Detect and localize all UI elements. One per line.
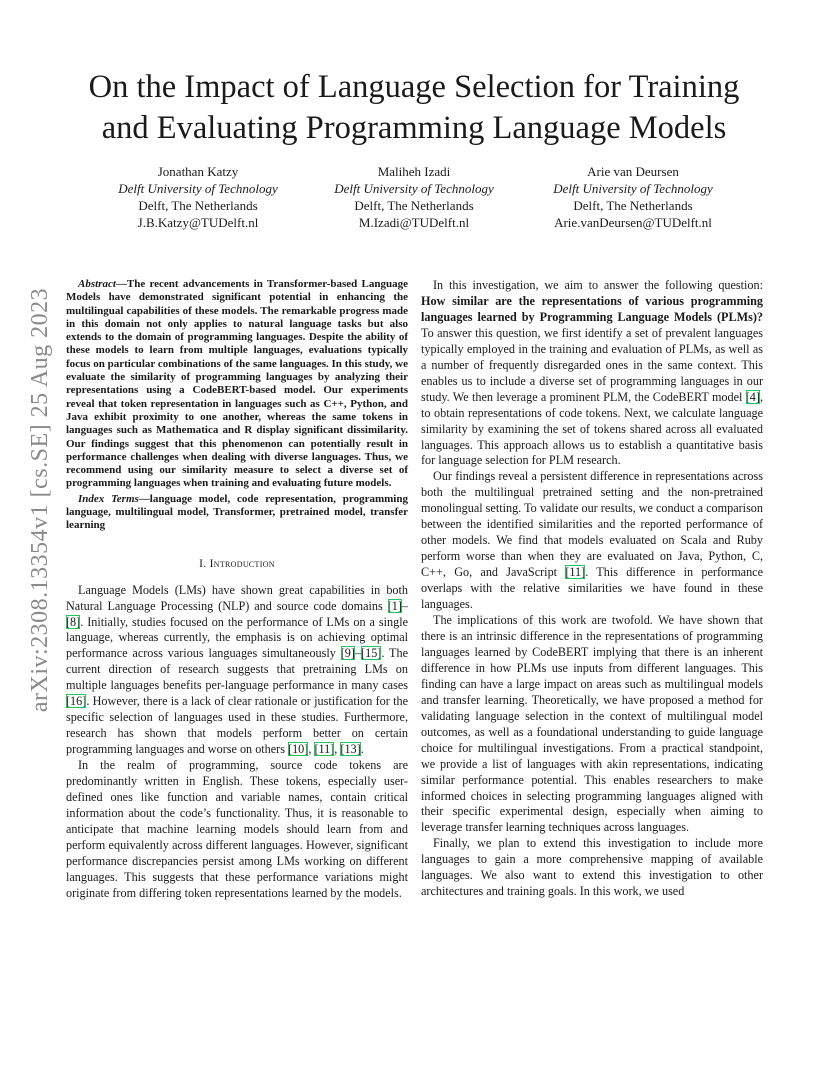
citation-link[interactable]: [10] [288, 742, 309, 757]
citation-link[interactable]: [13] [340, 742, 361, 757]
index-terms-label: Index Terms [78, 492, 139, 505]
text-span: , [334, 742, 341, 757]
text-span: – [401, 598, 408, 613]
author-block-1 [88, 163, 308, 231]
intro-paragraph-1 [66, 583, 408, 758]
author-name: Jonathan Katzy [157, 164, 239, 179]
citation-link[interactable]: [16] [66, 694, 87, 709]
text-span: , to obtain representations of code tokens. Next, we calculate language similarity by examining the set of tokens shared across all evaluated languages. This approach allows us to establish a quantitative basis for language selection for PLM research. [421, 389, 763, 468]
intro-paragraph-6: Finally, we plan to extend this investigation to include more languages to gain a more comprehensive mapping of available languages. We also want to extend this investigation to other architectures and training goals. In this work, we used [421, 836, 763, 899]
author-block-3 [523, 163, 743, 231]
author-name: Maliheh Izadi [377, 164, 451, 179]
text-span: , [308, 742, 315, 757]
author-affiliation: Delft University of Technology [334, 181, 494, 196]
arxiv-stamp-text: arXiv:2308.13354v1 [cs.SE] 25 Aug 2023 [27, 287, 53, 713]
text-span: . The current direction of research suggests that pretraining LMs on multiple languages benefits per-language performance in many cases [66, 646, 408, 693]
intro-paragraph-3 [421, 278, 763, 469]
citation-link[interactable]: [1] [387, 598, 402, 613]
text-span: In this investigation, we aim to answer the following question: [433, 278, 763, 292]
text-span: . [360, 742, 364, 757]
text-span: – [354, 646, 362, 661]
text-span: Our findings reveal a persistent difference in representations across both the multilingual pretrained setting and the non-pretrained monolingual setting. To validate our results, we conduct a comparison between the identified similarities and the reported performance of other models. We find that models evaluated on Scala and Ruby perform worse than when they are evaluated on Java, Python, C, C++, Go, and JavaScript [421, 469, 763, 580]
author-email: M.Izadi@TUDelft.nl [358, 215, 470, 230]
author-affiliation: Delft University of Technology [118, 181, 278, 196]
citation-link[interactable]: [11] [565, 565, 586, 580]
author-location: Delft, The Netherlands [354, 198, 474, 213]
citation-link[interactable]: [11] [314, 742, 335, 757]
text-span: . However, there is a lack of clear rationale or justification for the specific selection of languages used in these studies. Furthermore, research has shown that models perform better on certain programming languages and worse on others [66, 694, 408, 757]
section-number: I. [199, 557, 210, 570]
text-span: . This difference in performance overlaps with the relative similarities we have found in these languages. [421, 565, 763, 612]
arxiv-stamp [20, 287, 60, 713]
abstract-label: Abstract [78, 278, 116, 290]
author-affiliation: Delft University of Technology [553, 181, 713, 196]
left-column [66, 278, 408, 902]
author-email: Arie.vanDeursen@TUDelft.nl [554, 215, 712, 230]
paper-title [40, 67, 788, 149]
title-line-1: On the Impact of Language Selection for Training [88, 69, 740, 105]
intro-paragraph-4 [421, 469, 763, 613]
right-column [421, 278, 763, 900]
text-span: . Initially, studies focused on the performance of LMs on a single language, whereas currently, the emphasis is on achieving optimal performance across various languages simultaneously [66, 614, 408, 661]
author-name: Arie van Deursen [587, 164, 679, 179]
author-location: Delft, The Netherlands [138, 198, 258, 213]
section-title: Introduction [209, 557, 275, 570]
index-terms-text: —language model, code representation, programming language, multilingual model, Transformer, pretrained model, transfer learning [66, 492, 408, 532]
index-terms [66, 493, 408, 533]
abstract-text: —The recent advancements in Transformer-based Language Models have demonstrated significant potential in enhancing the multilingual capabilities of these models. The remarkable progress made in this domain not only applies to natural language tasks but also extends to the domain of programming languages. Despite the ability of these models to learn from multiple languages, evaluations typically focus on particular combinations of the same languages. In this study, we evaluate the similarity of programming languages by analyzing their representations using a CodeBERT-based model. Our experiments reveal that token representation in languages such as C++, Python, and Java exhibit proximity to one another, whereas the same tokens in languages such as Mathematica and R display significant dissimilarity. Our findings suggest that this phenomenon can potentially result in performance challenges when dealing with diverse languages. Thus, we recommend using our similarity measure to select a diverse set of programming languages when training and evaluating future models. [66, 278, 408, 490]
abstract [66, 278, 408, 491]
citation-link[interactable]: [4] [745, 389, 760, 404]
intro-paragraph-2: In the realm of programming, source code tokens are predominantly written in English. These tokens, especially user-defined ones like function and variable names, contain critical information about the code’s functionality. Thus, it is reasonable to anticipate that machine learning models should learn from and perform equivalently across different languages. However, significant performance discrepancies persist among LMs working on different languages. This suggests that these performance variations might originate from differing token representations learned by the models. [66, 758, 408, 900]
intro-paragraph-5: The implications of this work are twofold. We have shown that there is an intrinsic difference in the representations of programming languages learned by CodeBERT implying that there is an inherent difference in how PLMs use inputs from different languages. This finding can have a large impact on areas such as multilingual models and transfer learning. Theoretically, we have proposed a method for validating language selection in the context of multilingual model outcomes, as well as a foundational understanding to guide language choice for multilingual investigations. From a practical standpoint, we provide a list of languages with akin representations, indicating similar performance potential. This enables researchers to make informed choices in selecting programming languages aligned with their specific experimental design, especially when aiming to leverage transfer learning techniques across languages. [421, 613, 763, 835]
citation-link[interactable]: [9] [340, 646, 355, 661]
section-heading [66, 557, 408, 573]
title-line-2: and Evaluating Programming Language Models [101, 110, 727, 146]
author-location: Delft, The Netherlands [573, 198, 693, 213]
text-span: To answer this question, we first identify a set of prevalent languages typically employed in the training and evaluation of PLMs, as well as a number of frequently disregarded ones in the same context. This enables us to include a diverse set of programming languages in our study. We then leverage a prominent PLM, the CodeBERT model [421, 325, 763, 404]
research-question: How similar are the representations of various programming languages learned by Programming Language Models (PLMs)? [421, 293, 763, 324]
citation-link[interactable]: [8] [66, 614, 81, 629]
citation-link[interactable]: [15] [361, 646, 382, 661]
author-block-2 [304, 163, 524, 231]
author-email: J.B.Katzy@TUDelft.nl [137, 215, 259, 230]
text-span: Language Models (LMs) have shown great capabilities in both Natural Language Processing (NLP) and source code domains [66, 582, 408, 613]
